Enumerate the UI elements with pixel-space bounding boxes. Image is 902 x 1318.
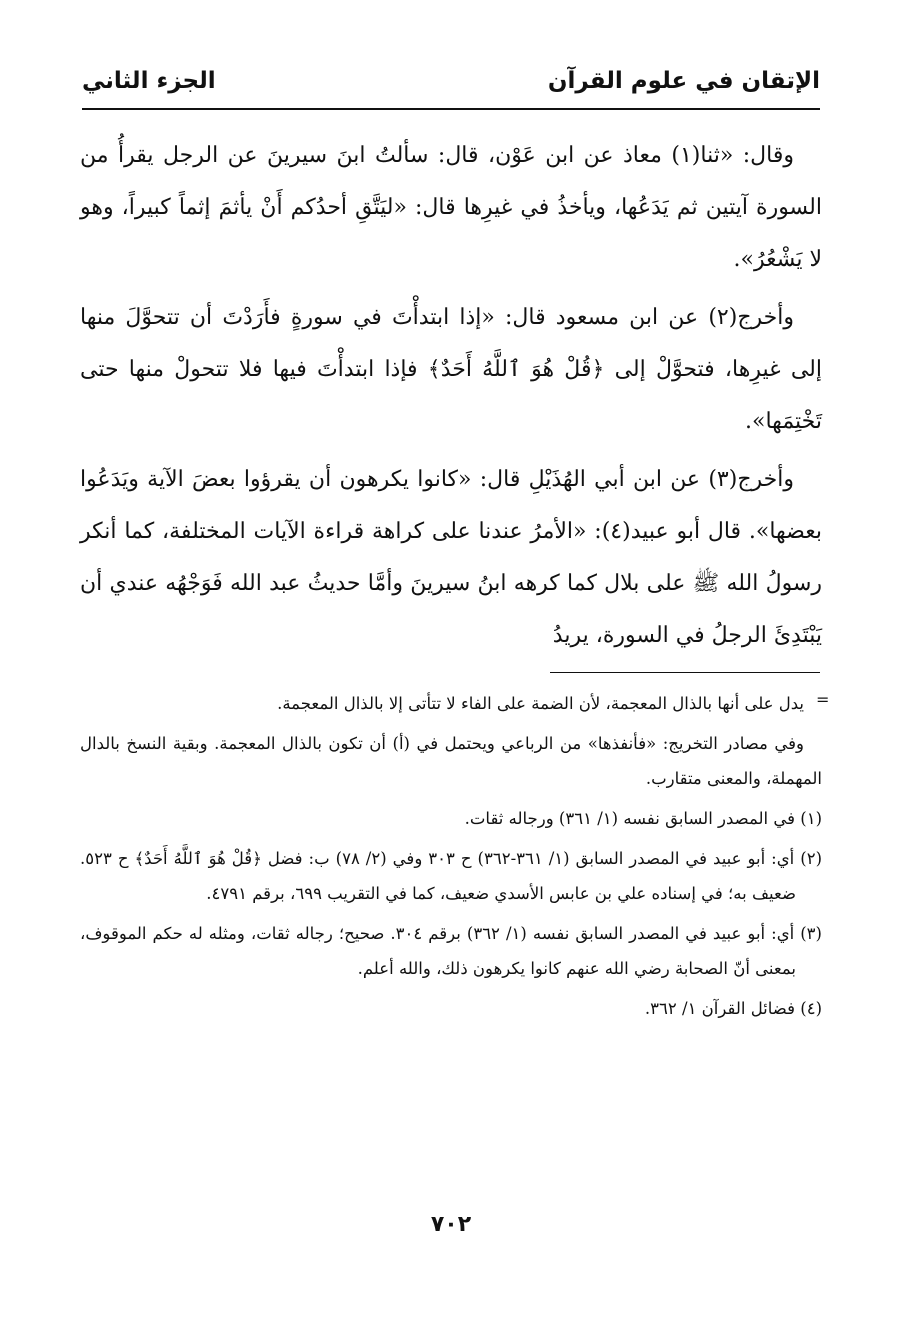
footnote-separator [550,672,820,673]
body-paragraph: وأخرج(٣) عن ابن أبي الهُذَيْلِ قال: «كانوا يكرهون أن يقرؤوا بعضَ الآية ويَدَعُوا بعضها». قال أبو عبيد(٤): «الأمرُ عندنا على كراهة قراءة الآيات المختلفة، كما أنكر رسولُ الله ﷺ على بلال كما كرهه ابنُ سيرينَ وأمَّا حديثُ عبد الله فَوَجْهُه عندي أن يَبْتَدِئَ الرجلُ في السورة، يريدُ [80,467,822,648]
footnote-1: (١) في المصدر السابق نفسه (١/ ٣٦١) ورجاله ثقات. [464,809,822,828]
book-title: الإتقان في علوم القرآن [547,68,820,94]
footnote-3: (٣) أي: أبو عبيد في المصدر السابق نفسه (١/ ٣٦٢) برقم ٣٠٤. صحيح؛ رجاله ثقات، ومثله له حكم الموقوف، بمعنى أنّ الصحابة رضي الله عنهم كانوا يكرهون ذلك، والله أعلم. [80,924,822,978]
running-header [82,54,820,110]
footnote-2: (٢) أي: أبو عبيد في المصدر السابق (١/ ٣٦١-٣٦٢) ح ٣٠٣ وفي (٢/ ٧٨) ب: فضل ﴿قُلْ هُوَ ٱللَّهُ أَحَدٌ﴾ ح ٥٢٣. ضعيف به؛ في إسناده علي بن عابس الأسدي ضعيف، كما في التقريب ٦٩٩، برقم ٤٧٩١. [80,849,822,903]
page-number: ٧٠٢ [430,1212,472,1237]
footnote-4: (٤) فضائل القرآن ١/ ٣٦٢. [644,999,822,1018]
footnotes [80,686,822,1031]
main-text [80,130,822,668]
body-paragraph: وقال: «ثنا(١) معاذ عن ابن عَوْن، قال: سألتُ ابنَ سيرينَ عن الرجل يقرأُ من السورة آيتين ثم يَدَعُها، ويأخذُ في غيرِها قال: «ليَتَّقِ أحدُكم أَنْ يأثمَ إثماً كبيراً، وهو لا يَشْعُرُ». [80,143,822,272]
body-paragraph: وأخرج(٢) عن ابن مسعود قال: «إذا ابتدأْتَ في سورةٍ فأَرَدْتَ أن تتحوَّلَ منها إلى غيرِها، فتحوَّلْ إلى ﴿قُلْ هُوَ ٱللَّهُ أَحَدٌ﴾ فإذا ابتدأْتَ فيها فلا تتحولْ منها حتى تَخْتِمَها». [80,305,822,434]
volume-label: الجزء الثاني [82,68,216,94]
continuation-marker: = [816,690,830,709]
footnote-continuation: يدل على أنها بالذال المعجمة، لأن الضمة على الفاء لا تتأتى إلا بالذال المعجمة. [277,694,804,713]
footnote-continuation: وفي مصادر التخريج: «فأنفذها» من الرباعي ويحتمل في (أ) أن تكون بالذال المعجمة. وبقية النسخ بالدال المهملة، والمعنى متقارب. [80,734,822,788]
